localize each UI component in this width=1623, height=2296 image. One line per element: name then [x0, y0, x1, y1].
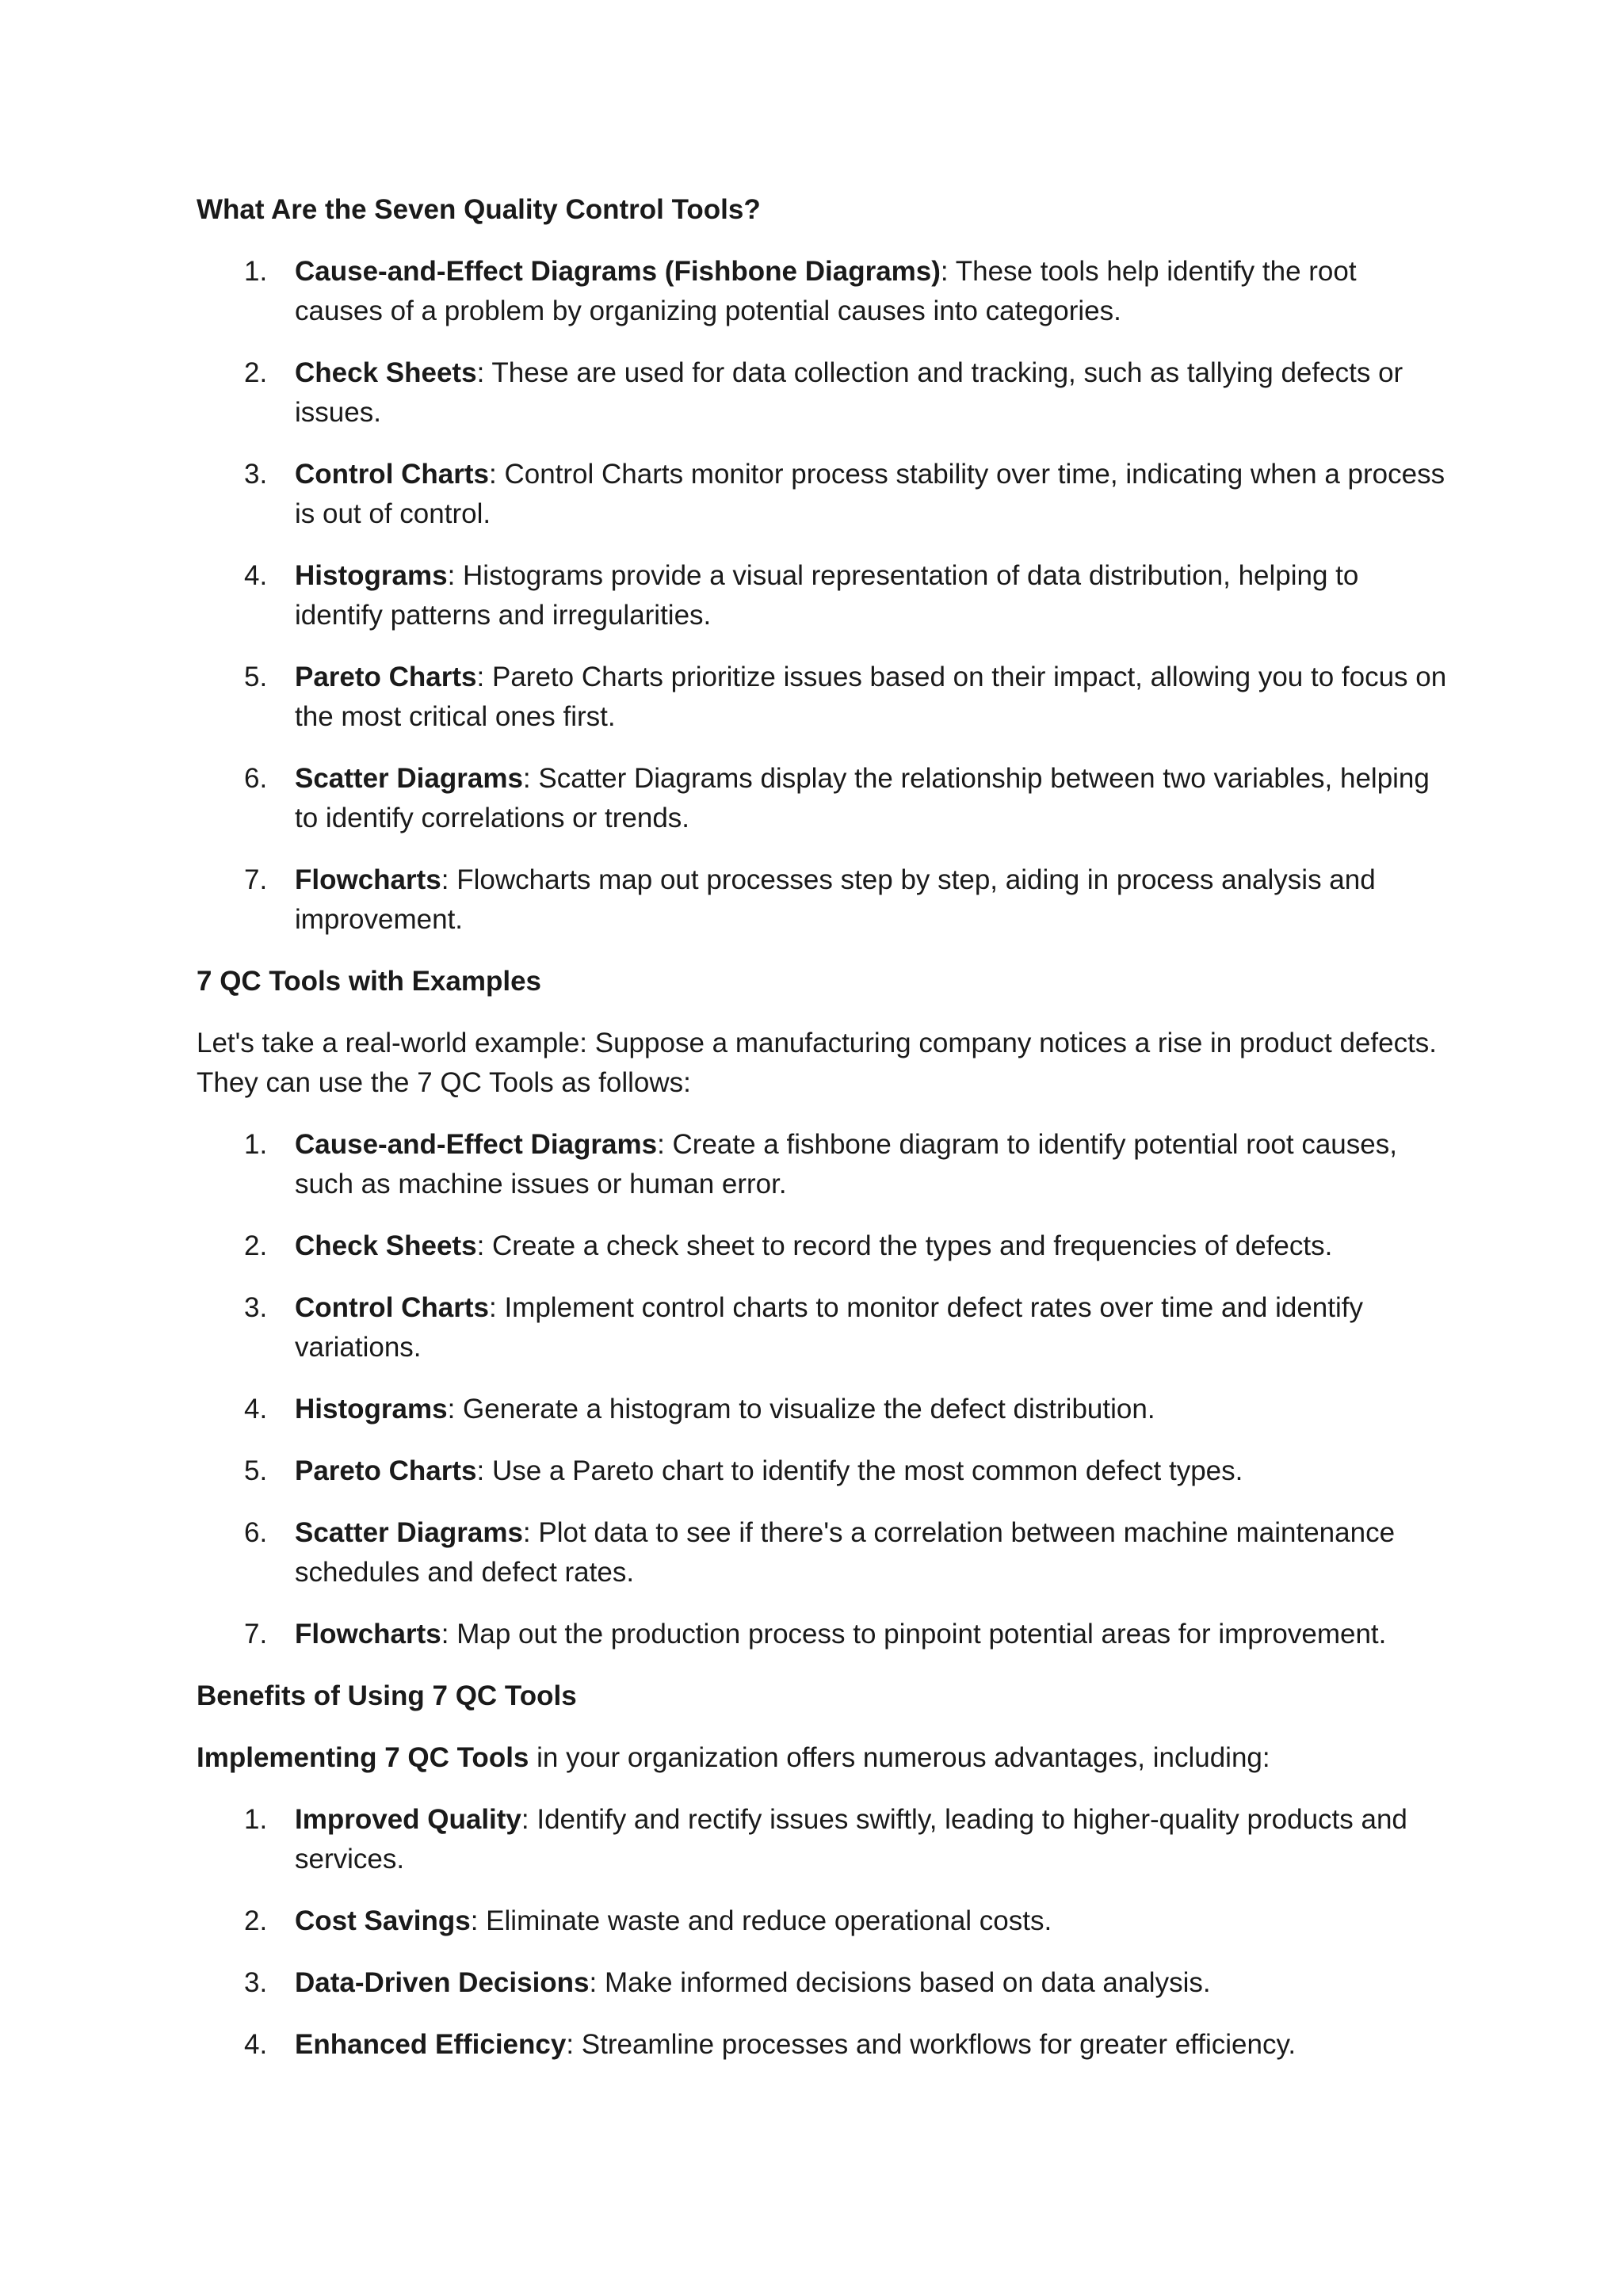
list-term: Cause-and-Effect Diagrams (Fishbone Diagrams)	[295, 256, 941, 287]
list-item	[197, 1288, 1449, 1367]
list-number: 4.	[244, 2029, 268, 2060]
list-item	[197, 455, 1449, 534]
list-number: 3.	[244, 1967, 268, 1998]
list-item	[197, 1125, 1449, 1204]
section-heading-benefits: Benefits of Using 7 QC Tools	[197, 1680, 577, 1711]
list-text: : Eliminate waste and reduce operational costs.	[470, 1905, 1052, 1936]
list-text: : Control Charts monitor process stability over time, indicating when a process is out of control.	[295, 459, 1445, 529]
section-heading-examples: 7 QC Tools with Examples	[197, 966, 542, 997]
list-item	[197, 1615, 1449, 1654]
list-term: Check Sheets	[295, 1230, 477, 1261]
list-term: Pareto Charts	[295, 1455, 477, 1486]
list-term: Enhanced Efficiency	[295, 2029, 567, 2060]
list-text: : Pareto Charts prioritize issues based on their impact, allowing you to focus on the most critical ones first.	[295, 662, 1447, 732]
list-item	[197, 353, 1449, 433]
list-term: Histograms	[295, 560, 448, 591]
list-number: 2.	[244, 1905, 268, 1936]
list-text: : Histograms provide a visual representation of data distribution, helping to identify patterns and irregularities.	[295, 560, 1359, 631]
list-term: Flowcharts	[295, 1619, 441, 1650]
list-term: Cost Savings	[295, 1905, 471, 1936]
list-text: : Plot data to see if there's a correlation between machine maintenance schedules and defect rates.	[295, 1517, 1396, 1588]
list-item	[197, 759, 1449, 838]
examples-intro: Let's take a real-world example: Suppose a manufacturing company notices a rise in product defects. They can use the 7 QC Tools as follows:	[197, 1028, 1438, 1098]
list-number: 1.	[244, 1129, 268, 1160]
list-number: 6.	[244, 1517, 268, 1548]
list-number: 1.	[244, 1804, 268, 1835]
list-item	[197, 1963, 1449, 2003]
section-heading-seven-tools: What Are the Seven Quality Control Tools?	[197, 194, 761, 225]
list-number: 3.	[244, 459, 268, 490]
list-item	[197, 1390, 1449, 1429]
list-number: 7.	[244, 1619, 268, 1650]
list-text: : Create a check sheet to record the types and frequencies of defects.	[476, 1230, 1333, 1261]
list-text: : Scatter Diagrams display the relationship between two variables, helping to identify correlations or trends.	[295, 763, 1430, 833]
list-term: Improved Quality	[295, 1804, 521, 1835]
list-number: 4.	[244, 1394, 268, 1425]
list-text: : Streamline processes and workflows for greater efficiency.	[566, 2029, 1296, 2060]
list-item	[197, 2025, 1449, 2065]
list-text: : These are used for data collection and tracking, such as tallying defects or issues.	[295, 357, 1403, 428]
benefits-intro-text: in your organization offers numerous advantages, including:	[529, 1742, 1270, 1773]
list-number: 2.	[244, 357, 268, 388]
list-term: Flowcharts	[295, 864, 441, 895]
list-term: Check Sheets	[295, 357, 477, 388]
list-term: Control Charts	[295, 1292, 489, 1323]
list-item	[197, 1800, 1449, 1879]
list-item	[197, 1513, 1449, 1592]
list-number: 5.	[244, 1455, 268, 1486]
list-text: : These tools help identify the root causes of a problem by organizing potential causes into categories.	[295, 256, 1357, 326]
list-text: : Make informed decisions based on data analysis.	[589, 1967, 1211, 1998]
list-item	[197, 1451, 1449, 1491]
list-text: : Flowcharts map out processes step by step, aiding in process analysis and improvement.	[295, 864, 1376, 935]
list-text: : Create a fishbone diagram to identify potential root causes, such as machine issues or human error.	[295, 1129, 1397, 1199]
list-item	[197, 556, 1449, 635]
list-number: 4.	[244, 560, 268, 591]
list-item	[197, 1901, 1449, 1941]
list-term: Data-Driven Decisions	[295, 1967, 590, 1998]
list-term: Control Charts	[295, 459, 489, 490]
seven-tools-list	[197, 252, 1449, 940]
list-term: Histograms	[295, 1394, 448, 1425]
list-number: 2.	[244, 1230, 268, 1261]
list-text: : Implement control charts to monitor defect rates over time and identify variations.	[295, 1292, 1363, 1363]
list-term: Pareto Charts	[295, 662, 477, 692]
list-item	[197, 860, 1449, 940]
list-number: 1.	[244, 256, 268, 287]
list-term: Cause-and-Effect Diagrams	[295, 1129, 658, 1160]
list-item	[197, 1226, 1449, 1266]
benefits-intro-term: Implementing 7 QC Tools	[197, 1742, 529, 1773]
list-number: 5.	[244, 662, 268, 692]
list-term: Scatter Diagrams	[295, 1517, 523, 1548]
list-text: : Use a Pareto chart to identify the most common defect types.	[476, 1455, 1243, 1486]
list-text: : Map out the production process to pinpoint potential areas for improvement.	[441, 1619, 1387, 1650]
benefits-list	[197, 1800, 1449, 2065]
list-text: : Identify and rectify issues swiftly, leading to higher-quality products and services.	[295, 1804, 1407, 1875]
list-number: 3.	[244, 1292, 268, 1323]
benefits-intro	[197, 1738, 1449, 1778]
list-item	[197, 252, 1449, 331]
examples-list	[197, 1125, 1449, 1654]
list-number: 7.	[244, 864, 268, 895]
list-text: : Generate a histogram to visualize the defect distribution.	[447, 1394, 1155, 1425]
list-item	[197, 658, 1449, 737]
list-term: Scatter Diagrams	[295, 763, 523, 794]
document-page	[197, 190, 1449, 2087]
list-number: 6.	[244, 763, 268, 794]
